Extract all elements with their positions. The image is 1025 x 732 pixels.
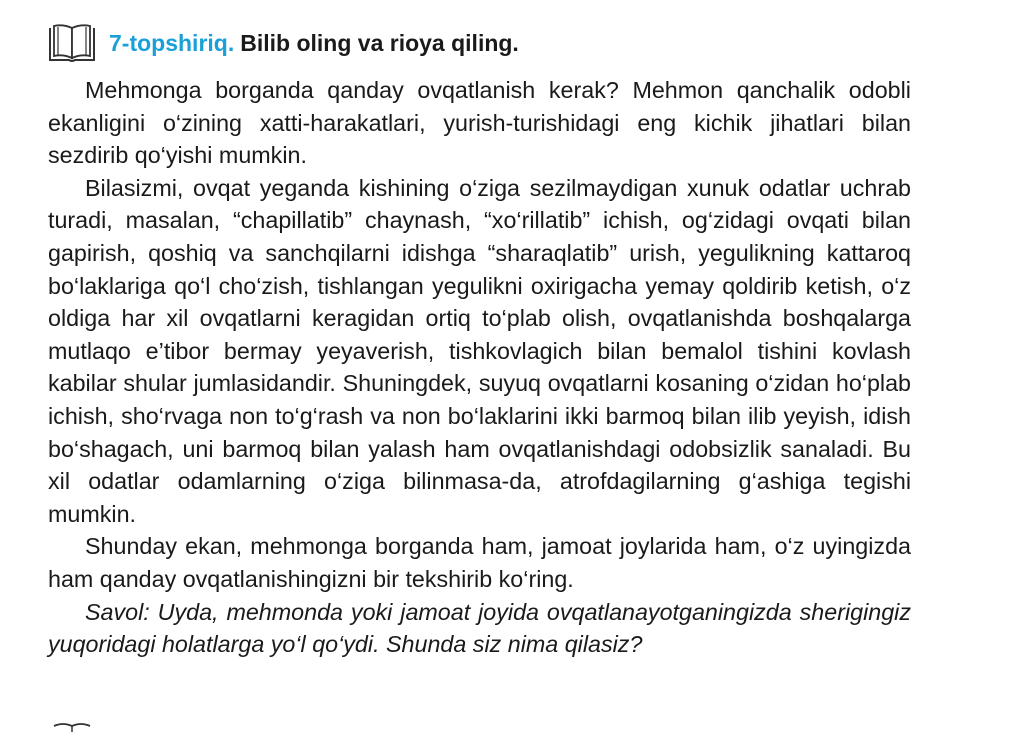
task-body	[48, 74, 911, 661]
next-book-icon	[47, 712, 97, 732]
task-heading	[47, 22, 519, 64]
book-icon	[47, 22, 97, 64]
task-title: Bilib oling va rioya qiling.	[240, 29, 519, 56]
paragraph-3: Shunday ekan, mehmonga borganda ham, jamoat joylarida ham, o‘z uyingizda ham qanday ovqatlanishingizni bir tekshirib ko‘ring.	[48, 533, 911, 592]
task-number: 7-topshiriq.	[109, 29, 235, 56]
question-paragraph: Savol: Uyda, mehmonda yoki jamoat joyida ovqatlanayotganingizda sherigingiz yuqoridagi holatlarga yo‘l qo‘ydi. Shunda siz nima qilasiz?	[48, 598, 911, 658]
paragraph-1: Mehmonga borganda qanday ovqatlanish kerak? Mehmon qanchalik odobli ekanligini o‘zining xatti-harakatlari, yurish-turishidagi eng kichik jihatlari bilan sezdirib qo‘yishi mumkin.	[48, 77, 911, 169]
paragraph-2: Bilasizmi, ovqat yeganda kishining o‘ziga sezilmaydigan xunuk odatlar uchrab turadi, masalan, “chapillatib” chaynash, “xo‘rillatib” ichish, og‘zidagi ovqati bilan gapirish, qoshiq va sanchqilarni idishga “sharaqlatib” urish, yegulikning kattaroq bo‘laklariga qo‘l cho‘zish, tishlangan yegulikni oxirigacha yemay qoldirib ketish, o‘z oldiga har xil ovqatlarni keragidan ortiq to‘plab olish, ovqatlanishda boshqalarga mutlaqo e’tibor bermay yeyaverish, tishkovlagich bilan bemalol tishini kovlash kabilar shular jumlasidandir. Shuningdek, suyuq ovqatlarni kosaning o‘zidan ho‘plab ichish, sho‘rvaga non to‘g‘rash va non bo‘laklarini ikki barmoq bilan ilib yeyish, idish bo‘shagach, uni barmoq bilan yalash ham ovqatlanishdagi odobsizlik sanaladi. Bu xil odatlar odamlarning o‘ziga bilinmasa-da, atrofdagilarning g‘ashiga tegishi mumkin.	[48, 174, 911, 527]
